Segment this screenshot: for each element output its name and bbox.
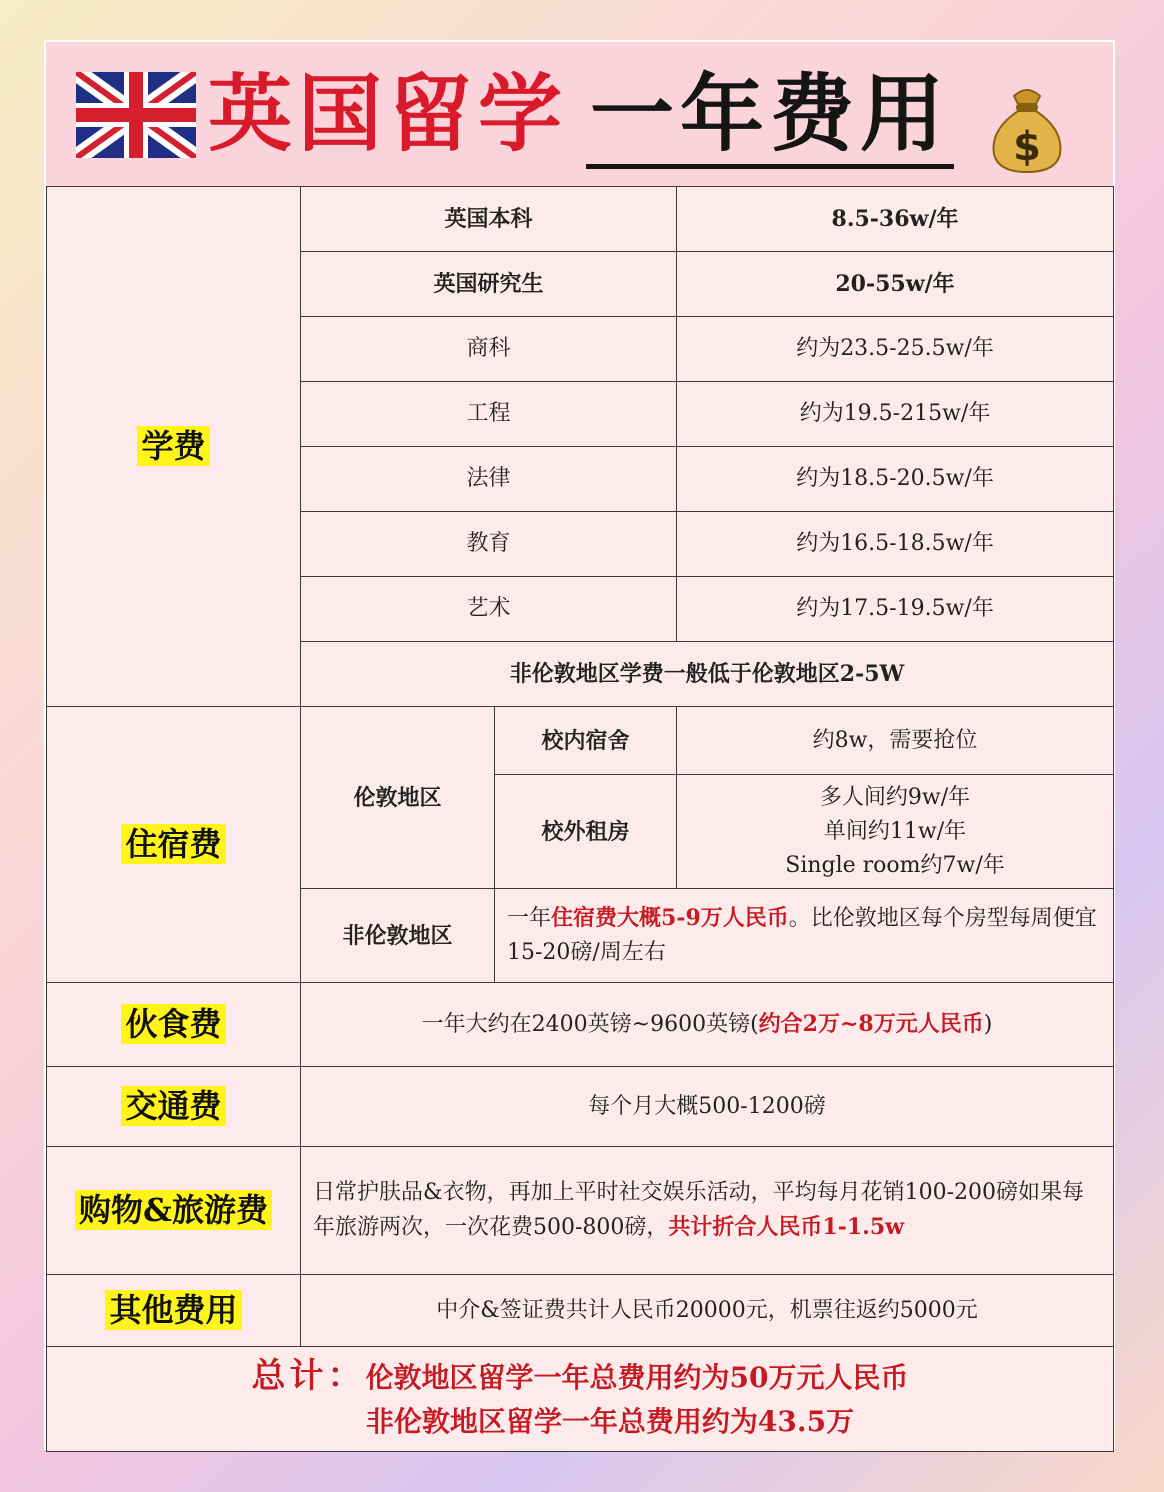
tuition-label: 法律 <box>301 447 677 512</box>
transport-category-cell <box>47 1067 301 1147</box>
food-category: 伙食费 <box>121 1004 225 1044</box>
transport-value: 每个月大概500-1200磅 <box>301 1067 1114 1147</box>
shopping-value <box>301 1147 1114 1275</box>
tuition-value: 约为18.5-20.5w/年 <box>677 447 1114 512</box>
shopping-category-cell <box>47 1147 301 1275</box>
total-line-1 <box>47 1354 1113 1400</box>
tuition-note: 非伦敦地区学费一般低于伦敦地区2-5W <box>301 642 1114 707</box>
non-london-value <box>495 889 1114 983</box>
non-london-label: 非伦敦地区 <box>301 889 495 983</box>
campus-label: 校内宿舍 <box>495 707 677 775</box>
tuition-label: 英国研究生 <box>301 252 677 317</box>
money-bag-icon <box>986 82 1068 174</box>
offcampus-line: 单间约11w/年 <box>823 818 967 844</box>
other-value: 中介&签证费共计人民币20000元，机票往返约5000元 <box>301 1275 1114 1347</box>
uk-flag-icon <box>76 72 196 158</box>
tuition-label: 商科 <box>301 317 677 382</box>
shopping-pre: 日常护肤品&衣物，再加上平时社交娱乐活动，平均每月花销100-200磅如果每年旅游两次，一次花费500-800磅， <box>313 1180 1085 1240</box>
tuition-category-cell <box>47 187 301 707</box>
tuition-value: 约为19.5-215w/年 <box>677 382 1114 447</box>
total-colon: ： <box>327 1356 366 1396</box>
tuition-label: 英国本科 <box>301 187 677 252</box>
tuition-value: 约为23.5-25.5w/年 <box>677 317 1114 382</box>
food-pre: 一年大约在2400英镑~9600英镑( <box>421 1012 759 1037</box>
title-black: 一年费用 <box>586 64 954 169</box>
food-red: 约合2万~8万元人民币 <box>758 1011 984 1037</box>
other-category-cell <box>47 1275 301 1347</box>
header <box>46 42 1113 187</box>
tuition-label: 工程 <box>301 382 677 447</box>
housing-category: 住宿费 <box>121 824 225 864</box>
fee-card <box>44 40 1115 1450</box>
non-london-post: 。比伦敦地区每个房型每周便宜15-20磅/周左右 <box>507 906 1097 965</box>
offcampus-line: 多人间约9w/年 <box>819 784 971 810</box>
tuition-value: 约为16.5-18.5w/年 <box>677 512 1114 577</box>
food-category-cell <box>47 983 301 1067</box>
tuition-value: 20-55w/年 <box>677 252 1114 317</box>
food-value <box>301 983 1114 1067</box>
tuition-category: 学费 <box>137 426 209 466</box>
total-london: 伦敦地区留学一年总费用约为50万元人民币 <box>365 1361 909 1394</box>
offcampus-line: Single room约7w/年 <box>785 852 1005 878</box>
tuition-label: 艺术 <box>301 577 677 642</box>
total-non-london: 非伦敦地区留学一年总费用约为43.5万 <box>365 1405 855 1438</box>
tuition-label: 教育 <box>301 512 677 577</box>
total-cell <box>47 1347 1114 1452</box>
campus-value: 约8w，需要抢位 <box>677 707 1114 775</box>
tuition-value: 约为17.5-19.5w/年 <box>677 577 1114 642</box>
shopping-red: 共计折合人民币1-1.5w <box>668 1214 905 1240</box>
offcampus-value <box>677 775 1114 889</box>
title-red: 英国留学 <box>208 64 569 163</box>
offcampus-label: 校外租房 <box>495 775 677 889</box>
shopping-category: 购物&旅游费 <box>75 1190 272 1230</box>
housing-category-cell <box>47 707 301 983</box>
svg-text:$: $ <box>1013 124 1041 170</box>
non-london-red: 住宿费大概5-9万人民币 <box>551 905 789 931</box>
fee-table <box>46 186 1114 1452</box>
transport-category: 交通费 <box>121 1086 225 1126</box>
total-label: 总计 <box>251 1356 328 1396</box>
other-category: 其他费用 <box>105 1290 241 1330</box>
non-london-pre: 一年 <box>507 906 552 931</box>
food-post: ) <box>983 1012 993 1037</box>
tuition-value: 8.5-36w/年 <box>677 187 1114 252</box>
london-label: 伦敦地区 <box>301 707 495 889</box>
